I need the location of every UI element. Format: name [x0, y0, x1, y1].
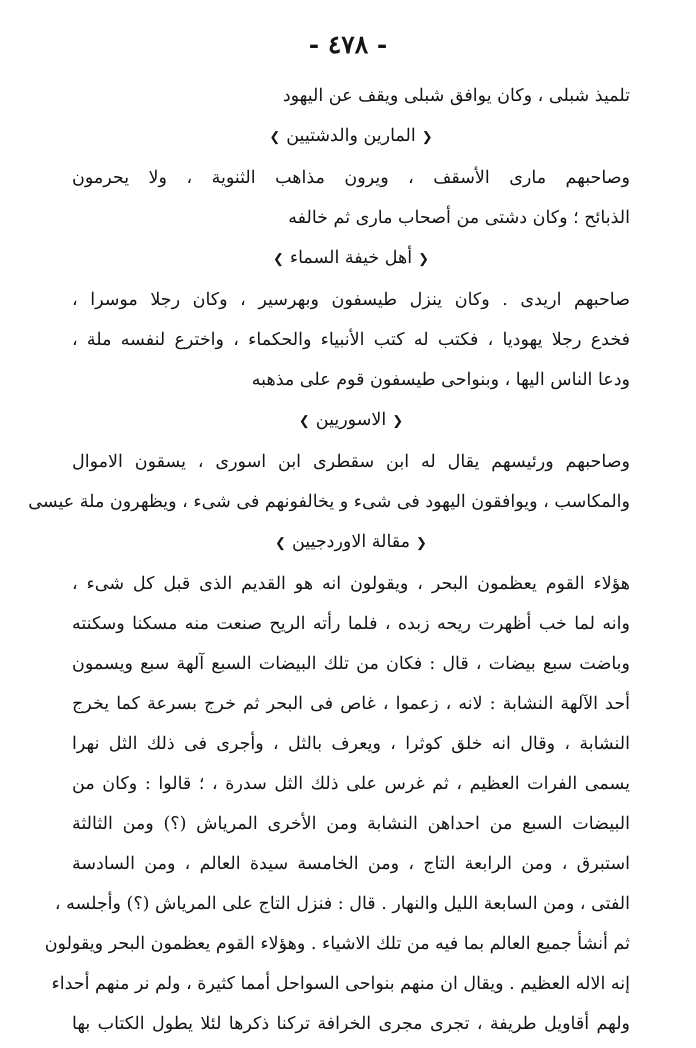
body-line: يسمى الفرات العظيم ، ثم غرس على ذلك الثل سدرة ، ؛ قالوا : وكان من [72, 774, 630, 794]
body-line: ودعا الناس اليها ، وبنواحى طيسفون قوم على مذهبه [251, 370, 630, 390]
ornament-bracket-icon: ❮ [421, 130, 433, 145]
body-line: الذبائح ؛ وكان دشتى من أصحاب مارى ثم خالفه [288, 208, 630, 228]
ornament-bracket-icon: ❯ [269, 130, 281, 145]
body-line: وصاحبهم مارى الأسقف ، ويرون مذاهب الثنوية ، ولا يحرمون [72, 168, 630, 188]
body-line: وانه لما خب أظهرت ريحه زبده ، فلما رأته الريح صنعت منه مسكنا وسكنته [72, 614, 630, 634]
ornament-bracket-icon: ❮ [418, 252, 430, 267]
text-body [28, 76, 630, 1044]
ornament-bracket-icon: ❮ [392, 414, 404, 429]
body-line: هؤلاء القوم يعظمون البحر ، ويقولون انه هو القديم الذى قبل كل شىء ، [72, 574, 630, 594]
body-line: أحد الآلهة النشابة : لانه ، زعموا ، غاص فى البحر ثم خرج بسرعة كما يخرج [72, 694, 630, 714]
ornament-bracket-icon: ❯ [298, 414, 310, 429]
section-heading-text: المارين والدشتيين [286, 126, 416, 146]
body-line: إنه الاله العظيم . ويقال ان منهم بنواحى السواحل أمما كثيرة ، ولم نر منهم أحداء [51, 974, 630, 994]
section-heading-text: مقالة الاوردجيين [291, 532, 411, 552]
body-line: البيضات السبع من احداهن النشابة ومن الأخرى المرياش (؟) ومن الثالثة [72, 814, 630, 834]
page-number: - ٤٧٨ - [308, 30, 388, 59]
body-line: الفتى ، ومن السابعة الليل والنهار . قال : فنزل التاج على المرياش (؟) وأجلسه ، [54, 894, 630, 914]
body-line: النشابة ، وقال انه خلق كوثرا ، ويعرف بالثل ، وأجرى فى ذلك الثل نهرا [72, 734, 630, 754]
section-heading [72, 522, 630, 564]
body-line: استبرق ، ومن الرابعة التاج ، ومن الخامسة سيدة العالم ، ومن السادسة [72, 854, 630, 874]
body-line: صاحبهم اريدى . وكان ينزل طيسفون وبهرسير ، وكان رجلا موسرا ، [72, 290, 630, 310]
section-heading [72, 400, 630, 442]
body-line: فخدع رجلا يهوديا ، فكتب له كتب الأنبياء والحكماء ، واخترع لنفسه ملة ، [72, 330, 630, 350]
section-heading [72, 116, 630, 158]
ornament-bracket-icon: ❮ [416, 536, 427, 551]
section-heading-text: أهل خيفة السماء [289, 248, 413, 268]
section-heading-text: الاسوريين [315, 410, 387, 430]
body-line: ثم أنشأ جميع العالم بما فيه من تلك الاشياء . وهؤلاء القوم يعظمون البحر ويقولون [44, 934, 630, 954]
body-line: تلميذ شبلى ، وكان يوافق شبلى ويقف عن اليهود [282, 86, 630, 106]
ornament-bracket-icon: ❯ [272, 252, 284, 267]
ornament-bracket-icon: ❯ [275, 536, 286, 551]
body-line: والمكاسب ، ويوافقون اليهود فى شىء و يخالفونهم فى شىء ، ويظهرون ملة عيسى [28, 492, 630, 512]
body-line: وصاحبهم ورئيسهم يقال له ابن سقطرى ابن اسورى ، يسقون الاموال [72, 452, 630, 472]
section-heading [72, 238, 630, 280]
body-line: ولهم أقاويل طريفة ، تجرى مجرى الخرافة تركنا ذكرها لئلا يطول الكتاب بها [72, 1014, 630, 1034]
body-line: وباضت سبع بيضات ، قال : فكان من تلك البيضات السبع آلهة سبع ويسمون [72, 654, 630, 674]
